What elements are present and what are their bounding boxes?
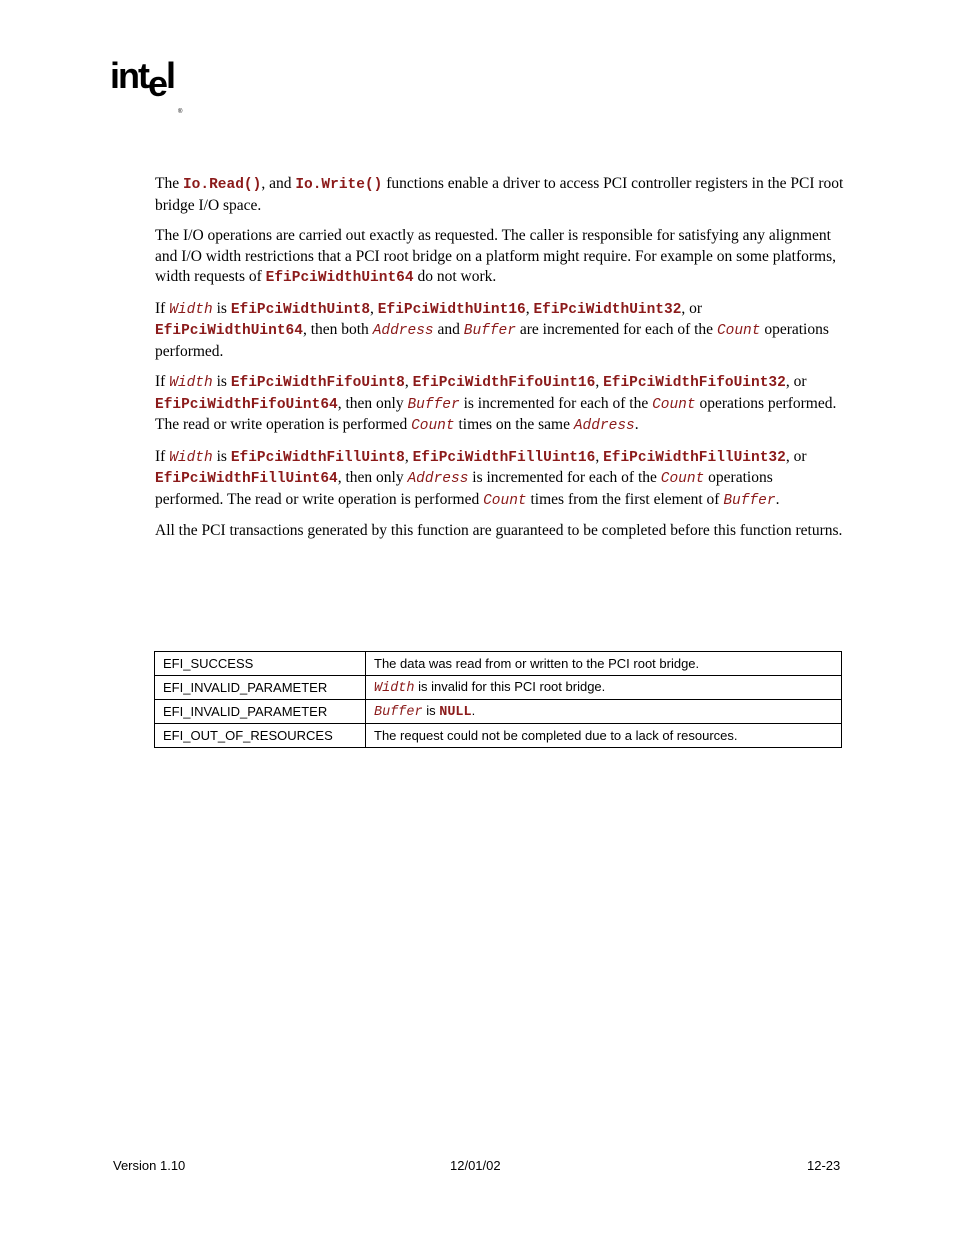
param-address: Address <box>372 323 434 339</box>
paragraph-width-fill: If Width is EfiPciWidthFillUint8, EfiPciWidthFillUint16, EfiPciWidthFillUint32, or EfiPciWidthFillUint64, then only Address is incremented for each of the Count operations performed. The read or write operation is performed Count times from the first element of Buffer. <box>155 447 807 509</box>
param-buffer: Buffer <box>374 705 423 720</box>
code-const: EfiPciWidthUint32 <box>533 301 682 318</box>
table-row <box>155 652 842 676</box>
status-description: Width is invalid for this PCI root bridge. <box>366 676 842 700</box>
paragraph-io-operations <box>155 226 845 289</box>
param-count: Count <box>716 323 761 339</box>
param-address: Address <box>407 471 469 487</box>
code-io-write: Io.Write() <box>295 177 383 193</box>
status-code: EFI_INVALID_PARAMETER <box>155 700 366 724</box>
code-const: EfiPciWidthFillUint8 <box>230 449 405 466</box>
text: , and <box>261 175 296 192</box>
param-address: Address <box>573 418 635 434</box>
param-buffer: Buffer <box>407 396 460 413</box>
code-const: EfiPciWidthFillUint64 <box>155 471 338 487</box>
code-const: EfiPciWidthFifoUint16 <box>412 375 596 391</box>
code-const: EfiPciWidthUint16 <box>377 301 526 318</box>
status-code: EFI_INVALID_PARAMETER <box>155 676 366 700</box>
footer-page-number: 12-23 <box>807 1158 841 1173</box>
text: The I/O operations are carried out exactly as requested. The caller is responsible for satisfying any alignment and I/O width restrictions that a PCI root bridge on a platform might require. For example on some platforms, width requests of <box>155 227 836 285</box>
text: do not work. <box>413 268 497 285</box>
code-const: EfiPciWidthFifoUint8 <box>230 375 405 391</box>
param-width: Width <box>374 681 415 696</box>
text: functions enable a driver to access PCI controller registers in the PCI root bridge I/O space. <box>155 175 844 214</box>
param-width: Width <box>169 375 213 391</box>
code-const: EfiPciWidthFillUint32 <box>603 449 786 466</box>
status-codes-table <box>154 651 842 748</box>
param-count: Count <box>483 492 527 509</box>
paragraph-width-fifo: If Width is EfiPciWidthFifoUint8, EfiPciWidthFifoUint16, EfiPciWidthFifoUint32, or EfiPciWidthFifoUint64, then only Buffer is incremented for each of the Count operations performed. The read or write operation is performed Count times on the same Address. <box>155 373 837 434</box>
status-description: The data was read from or written to the PCI root bridge. <box>366 652 842 676</box>
code-const: EfiPciWidthUint8 <box>230 301 371 318</box>
param-width: Width <box>169 301 213 318</box>
table-row <box>155 700 842 724</box>
code-io-read: Io.Read() <box>182 177 262 193</box>
description-body <box>155 174 845 552</box>
param-width: Width <box>169 449 213 466</box>
status-code: EFI_SUCCESS <box>155 652 366 676</box>
code-const: EfiPciWidthFifoUint64 <box>155 396 338 413</box>
param-buffer: Buffer <box>463 323 516 339</box>
paragraph-transactions: All the PCI transactions generated by this function are guaranteed to be completed before this function returns. <box>155 522 843 539</box>
intel-logo: intel$_®$ <box>110 55 183 115</box>
param-count: Count <box>411 418 455 434</box>
code-const: EfiPciWidthFillUint16 <box>412 449 596 466</box>
footer-date: 12/01/02 <box>450 1158 501 1173</box>
status-code: EFI_OUT_OF_RESOURCES <box>155 724 366 748</box>
status-description: The request could not be completed due to a lack of resources. <box>366 724 842 748</box>
param-buffer: Buffer <box>723 492 776 509</box>
table-row <box>155 676 842 700</box>
code-width-uint64: EfiPciWidthUint64 <box>265 270 414 286</box>
footer-version: Version 1.10 <box>113 1158 186 1173</box>
param-count: Count <box>652 396 696 413</box>
text: The <box>155 175 183 192</box>
code-const: EfiPciWidthFifoUint32 <box>603 375 786 391</box>
status-description: Buffer is NULL. <box>366 700 842 724</box>
paragraph-io-functions <box>155 174 845 216</box>
code-null: NULL <box>439 705 472 720</box>
paragraph-width-normal: If Width is EfiPciWidthUint8, EfiPciWidthUint16, EfiPciWidthUint32, or EfiPciWidthUint64, then both Address and Buffer are incremented for each of the Count operations performed. <box>155 299 829 360</box>
param-count: Count <box>660 471 705 487</box>
code-const: EfiPciWidthUint64 <box>155 323 303 339</box>
table-row <box>155 724 842 748</box>
